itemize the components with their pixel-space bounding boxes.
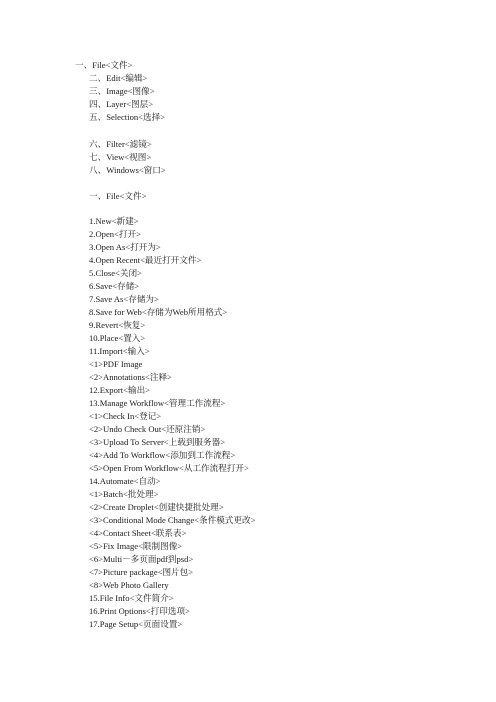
list-item: <2>Create Droplet<创建快捷批处理> [89, 502, 224, 512]
list-item: 6.Save<存储> [89, 281, 140, 291]
list-item: <1>Batch<批处理> [89, 489, 159, 499]
toc-entry-layer: 四、Layer<图层> [89, 99, 154, 109]
list-item: 5.Close<关闭> [89, 268, 142, 278]
list-item: <1>PDF Image [89, 359, 143, 369]
list-item: 11.Import<输入> [89, 346, 150, 356]
toc-entry-image: 三、Image<图像> [89, 86, 155, 96]
list-item: 15.File Info<文件简介> [89, 593, 174, 603]
list-item: <6>Multi－多页面pdf到psd> [89, 554, 194, 564]
toc-entry-selection: 五、Selection<选择> [89, 112, 166, 122]
list-item: 17.Page Setup<页面设置> [89, 619, 183, 629]
toc-entry-filter: 六、Filter<滤镜> [89, 139, 152, 149]
list-item: 4.Open Recent<最近打开文件> [89, 255, 202, 265]
list-item: <3>Upload To Server<上载到服务器> [89, 437, 226, 447]
list-item: 1.New<新建> [89, 216, 139, 226]
list-item: <5>Open From Workflow<从工作流程打开> [89, 463, 249, 473]
list-item: 7.Save As<存储为> [89, 294, 159, 304]
list-item: <5>Fix Image<限制图像> [89, 541, 183, 551]
list-item: <4>Contact Sheet<联系表> [89, 528, 187, 538]
toc-entry-edit: 二、Edit<编辑> [89, 73, 148, 83]
list-item: 3.Open As<打开为> [89, 242, 161, 252]
list-item: <1>Check In<登记> [89, 411, 162, 421]
list-item: <7>Picture package<图片包> [89, 567, 194, 577]
toc-entry-view: 七、View<视图> [89, 152, 152, 162]
list-item: 8.Save for Web<存储为Web所用格式> [89, 307, 228, 317]
list-item: <3>Conditional Mode Change<条件模式更改> [89, 515, 256, 525]
list-item: 14.Automate<自动> [89, 476, 161, 486]
toc-entry-file: 一、File<文件> [75, 60, 133, 70]
list-item: 16.Print Options<打印选项> [89, 606, 190, 616]
list-item: 2.Open<打开> [89, 229, 141, 239]
section-heading: 一、File<文件> [89, 191, 147, 201]
list-item: 9.Revert<恢复> [89, 320, 146, 330]
list-item: 13.Manage Workflow<管理工作流程> [89, 398, 226, 408]
list-item: 10.Place<置入> [89, 333, 146, 343]
list-item: <2>Undo Check Out<还原注销> [89, 424, 206, 434]
list-item: 12.Export<输出> [89, 385, 151, 395]
list-item: <8>Web Photo Gallery [89, 580, 169, 590]
list-item: <4>Add To Workflow<添加到工作流程> [89, 450, 236, 460]
list-item: <2>Annotations<注释> [89, 372, 172, 382]
toc-entry-windows: 八、Windows<窗口> [89, 165, 166, 175]
